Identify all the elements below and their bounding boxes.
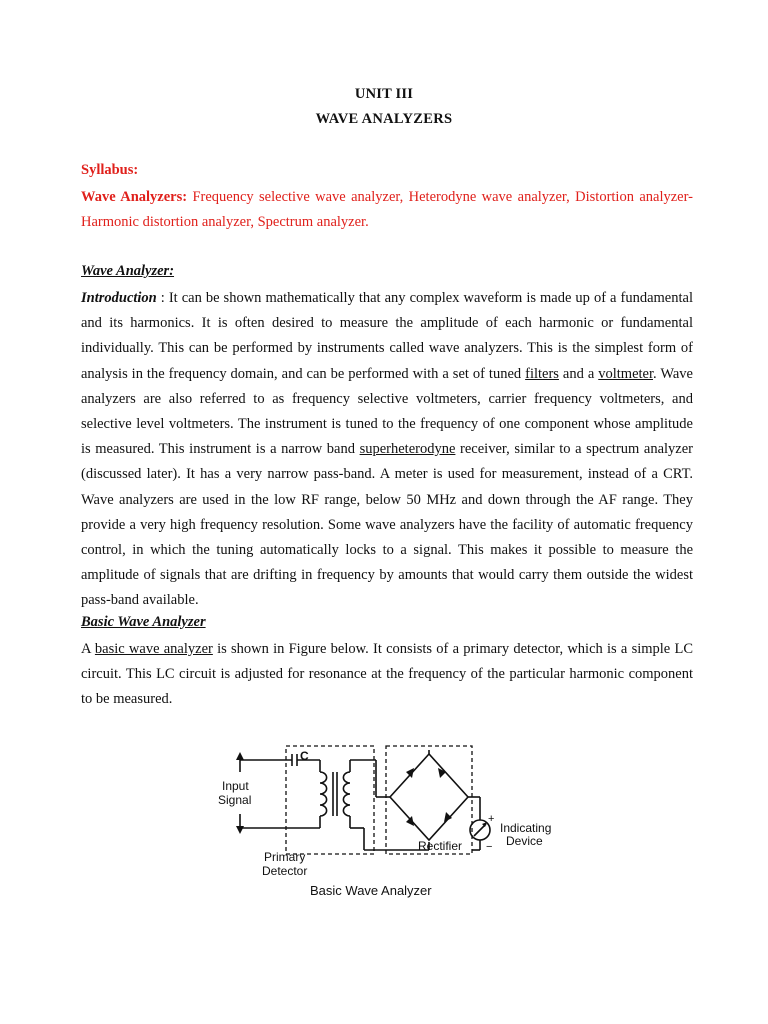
rectifier-label: Rectifier (418, 839, 463, 853)
indicating-label-2: Device (506, 834, 543, 848)
plus-sign: + (488, 813, 495, 825)
syllabus-heading: Syllabus: (81, 162, 139, 178)
syllabus-lead: Wave Analyzers: (81, 189, 188, 205)
syllabus-topics: Frequency selective wave analyzer, Heterodyne wave analyzer, Distortion analyzer-Harmonic distortion analyzer, Spectrum analyzer. (81, 189, 693, 230)
intro-text-2: and a (558, 365, 599, 382)
intro-text-1: : It can be shown mathematically that any complex waveform is made up of a fundamental and its harmonics. It is often desired to measure the amplitude of each harmonic or fundamental individually. This can be performed by instruments called wave analyzers. This is the simplest form of analysis in the frequency domain, and can be performed with a set of tuned (81, 290, 693, 382)
figure-caption: Basic Wave Analyzer (310, 883, 432, 898)
section-heading-wave-analyzer: Wave Analyzer: (81, 263, 175, 279)
transformer-icon (320, 760, 350, 828)
primary-label-1: Primary (264, 850, 306, 864)
minus-sign: − (486, 841, 493, 853)
introduction-lead: Introduction (81, 290, 157, 306)
primary-label-2: Detector (262, 864, 308, 878)
basic-text-rest: is shown in Figure below. It consists of a primary detector, which is a simple LC circuit. This LC circuit is adjusted for resonance at the frequency of the particular harmonic component to be measured. (81, 641, 693, 708)
voltmeter-link[interactable]: voltmeter (598, 365, 654, 382)
indicating-label-1: Indicating (500, 821, 552, 835)
intro-text-4: receiver, similar to a spectrum analyzer (discussed later). It has a very narrow pass-band. A meter is used for measurement, instead of a CRT. Wave analyzers are used in the low RF range, below 50 MHz and down through the AF range. They provide a very high frequency resolution. Some wave analyzers have the facility of automatic frequency control, in which the tuning automatically locks to a signal. This makes it possible to measure the amplitude of signals that are drifting in frequency by amounts that would carry them outside the widest pass-band available. (81, 441, 694, 609)
basic-wave-analyzer-figure (200, 742, 570, 902)
input-terminal-bottom-icon (236, 814, 244, 834)
syllabus-text (81, 185, 693, 235)
intro-text-3: . Wave analyzers are also referred to as frequency selective voltmeters, carrier frequency voltmeters, and selective level voltmeters. The instrument is tuned to the frequency of one component whose amplitude is measured. This instrument is a narrow band (81, 365, 693, 458)
capacitor-icon (292, 754, 297, 766)
input-label-1: Input (222, 779, 249, 793)
superheterodyne-link[interactable]: superheterodyne (359, 441, 456, 458)
diode-bridge-icon (390, 754, 468, 840)
meter-icon (470, 820, 490, 840)
introduction-paragraph (81, 286, 693, 614)
input-label-2: Signal (218, 793, 252, 807)
chapter-title: WAVE ANALYZERS (315, 111, 453, 127)
section-heading-basic-wave-analyzer: Basic Wave Analyzer (81, 614, 206, 630)
rectifier-box (386, 746, 472, 854)
basic-wave-analyzer-link[interactable]: basic wave analyzer (94, 641, 213, 657)
basic-wave-analyzer-paragraph (81, 637, 693, 713)
basic-text-a: A (81, 641, 95, 657)
filters-link[interactable]: filters (525, 365, 559, 382)
unit-number: UNIT III (354, 86, 414, 102)
capacitor-label: C (300, 749, 309, 763)
input-terminal-top-icon (236, 752, 244, 772)
